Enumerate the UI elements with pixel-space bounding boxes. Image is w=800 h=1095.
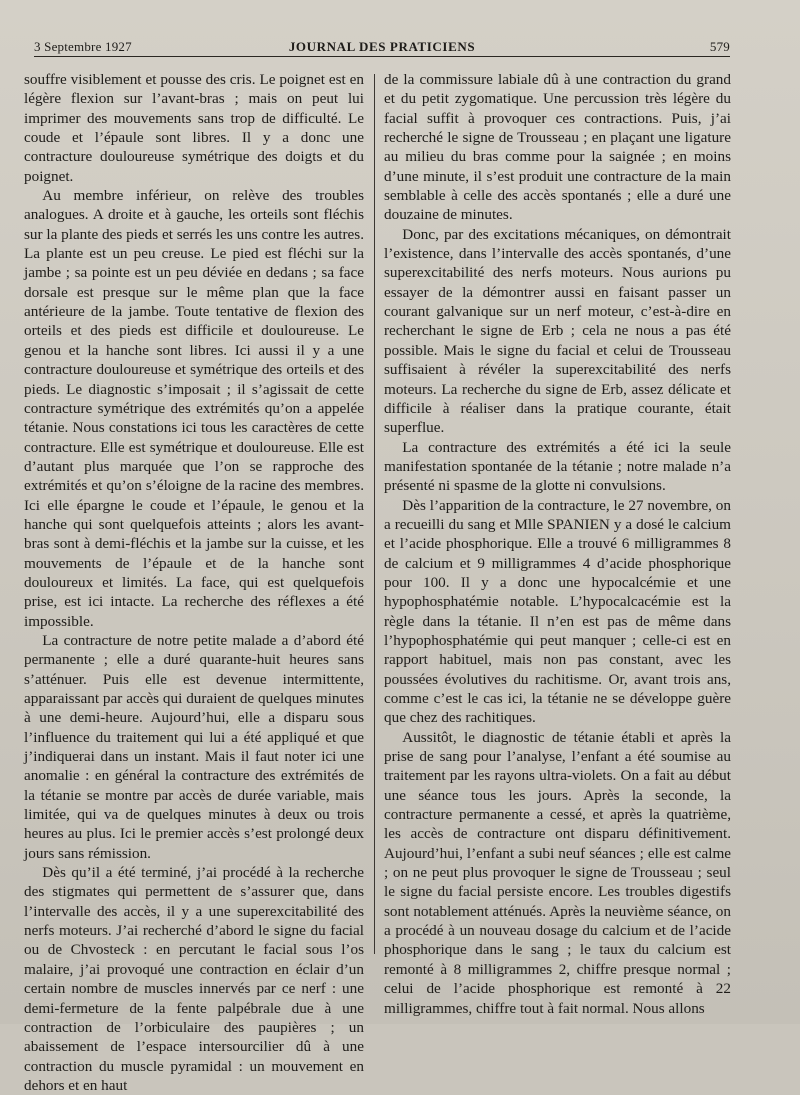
page-number: 579 (709, 39, 730, 54)
paragraph: souffre visiblement et pousse des cris. Le poignet est en légère flexion sur l’avant-bras ; mais on peut lui imprimer des mouvements sans trop de difficulté. Le coude et l’épaule sont libres. Il y a donc une contracture douloureuse symétrique des doigts et du poignet. (24, 71, 364, 185)
right-column (384, 70, 731, 1018)
paragraph: Au membre inférieur, on relève des troubles analogues. A droite et à gauche, les orteils sont fléchis sur la plante des pieds et serrés les uns contre les autres. La plante est un peu creuse. Le pied est fléchi sur la jambe ; sa pointe est un peu déviée en dedans ; sa face dorsale est presque sur le même plan que la face antérieure de la jambe. Toute tentative de flexion des orteils et des pieds est difficile et douloureuse. Le genou et la hanche sont libres. Ici aussi il y a une contracture douloureuse et symétrique des orteils et des pieds. Le diagnostic s’imposait ; il s’agissait de cette contracture symétrique des extrémités qu’on a appelée tétanie. Nous constations ici tous les caractères de cette contracture. Elle est symétrique et douloureuse. Elle est d’autant plus marquée que l’on se rapproche des extrémités et qu’on s’éloigne de la racine des membres. Ici elle épargne le coude et l’épaule, le genou et la hanche qui sont quelquefois atteints ; alors les avant-bras sont à demi-fléchis et la jambe sur la cuisse, et les mouvements de l’épaule et de la hanche sont douloureux et limités. La face, qui est quelquefois prise, est ici intacte. La recherche des réflexes a été impossible. (24, 187, 364, 630)
paragraph: de la commissure labiale dû à une contraction du grand et du petit zygomatique. Une percussion très légère du facial suffit à provoquer ces contractions. Puis, j’ai recherché le signe de Trousseau ; en plaçant une ligature au milieu du bras comme pour la saignée ; en moins d’une minute, il s’est produit une contracture de la main semblable à celle des accès spontanés ; elle a duré une douzaine de minutes. (384, 71, 731, 224)
paragraph: La contracture des extrémités a été ici la seule manifestation spontanée de la tétanie ; notre malade n’a présenté ni spasme de la glotte ni convulsions. (384, 438, 731, 495)
paragraph: Dès qu’il a été terminé, j’ai procédé à la recherche des stigmates qui permettent de s’assurer que, dans l’intervalle des accès, il y a une superexcitabilité des nerfs moteurs. J’ai recherché d’abord le signe du facial ou de Chvosteck : en percutant le facial sous l’os malaire, j’ai provoqué une contraction en éclair d’un certain nombre de muscles innervés par ce nerf : une demi-fermeture de la fente palpébrale due à une contraction de l’orbiculaire des paupières ; un abaissement de l’espace intersourcilier dû à une contraction du muscle pyramidal : un mouvement en dehors et en haut (24, 864, 364, 1094)
paragraph: Aussitôt, le diagnostic de tétanie établi et après la prise de sang pour l’analyse, l’enfant a été soumise au traitement par les rayons ultra-violets. On a fait au début une séance tous les jours. Après la seconde, la contracture permanente a cessé, et après la quatrième, les accès de contracture ont disparu définitivement. Aujourd’hui, l’enfant a subi neuf séances ; elle est calme ; on ne peut plus provoquer le signe de Trousseau ; seul le signe du facial persiste encore. Les troubles digestifs sont notablement atténués. Après la neuvième séance, on a procédé à un nouveau dosage du calcium et de l’acide phosphorique dans le sang ; le taux du calcium est remonté à 8 milligrammes 2, chiffre presque normal ; celui de l’acide phosphorique est remonté à 22 milligrammes, chiffre tout à fait normal. Nous allons (384, 728, 731, 1017)
left-column (24, 70, 364, 1095)
paragraph: Dès l’apparition de la contracture, le 27 novembre, on a recueilli du sang et Mlle SPANIEN y a dosé le calcium et l’acide phosphorique. Elle a trouvé 6 milligrammes 8 de calcium et 9 milligrammes 4 d’acide phosphorique pour 100. Il y a donc une hypocalcémie et une hypophosphatémie notable. L’hypocalcacémie est la règle dans la tétanie. Il n’en est pas de même dans l’hypophosphatémie qui peut manquer ; celle-ci est en rapport habituel, mais non pas constant, avec les poussées évolutives du rachitisme. Or, avant trois ans, comme c’est le cas ici, la tétanie ne se développe guère que chez des rachitiques. (384, 496, 731, 727)
header-date: 3 Septembre 1927 (34, 39, 132, 54)
paragraph: La contracture de notre petite malade a d’abord été permanente ; elle a duré quarante-huit heures sans s’atténuer. Puis elle est devenue intermittente, apparaissant par accès qui duraient de quelques minutes à une demi-heure. Aujourd’hui, elle a disparu sous l’influence du traitement qui lui a été appliqué et que j’indiquerai dans un instant. Mais il faut noter ici une anomalie : en général la contracture des extrémités de la tétanie se montre par accès de durée variable, mais limitée, qui va de quelques minutes à deux ou trois heures au plus. Ici le premier accès s’est prolongé deux jours sans rémission. (24, 631, 364, 862)
paragraph: Donc, par des excitations mécaniques, on démontrait l’existence, dans l’intervalle des accès spontanés, d’une superexcitabilité des nerfs moteurs. Nous aurions pu essayer de la démontrer aussi en faisant passer un courant galvanique sur un nerf moteur, c’est-à-dire en recherchant le signe de Erb ; cela ne nous a pas été possible. Mais le signe du facial et celui de Trousseau suffisaient à révéler la superexcitabilité des nerfs moteurs. La recherche du signe de Erb, assez délicate et difficile à réaliser dans la pratique courante, était superflue. (384, 225, 731, 437)
journal-title: JOURNAL DES PRATICIENS (288, 39, 476, 54)
running-head (34, 38, 730, 57)
column-rule (374, 74, 375, 954)
